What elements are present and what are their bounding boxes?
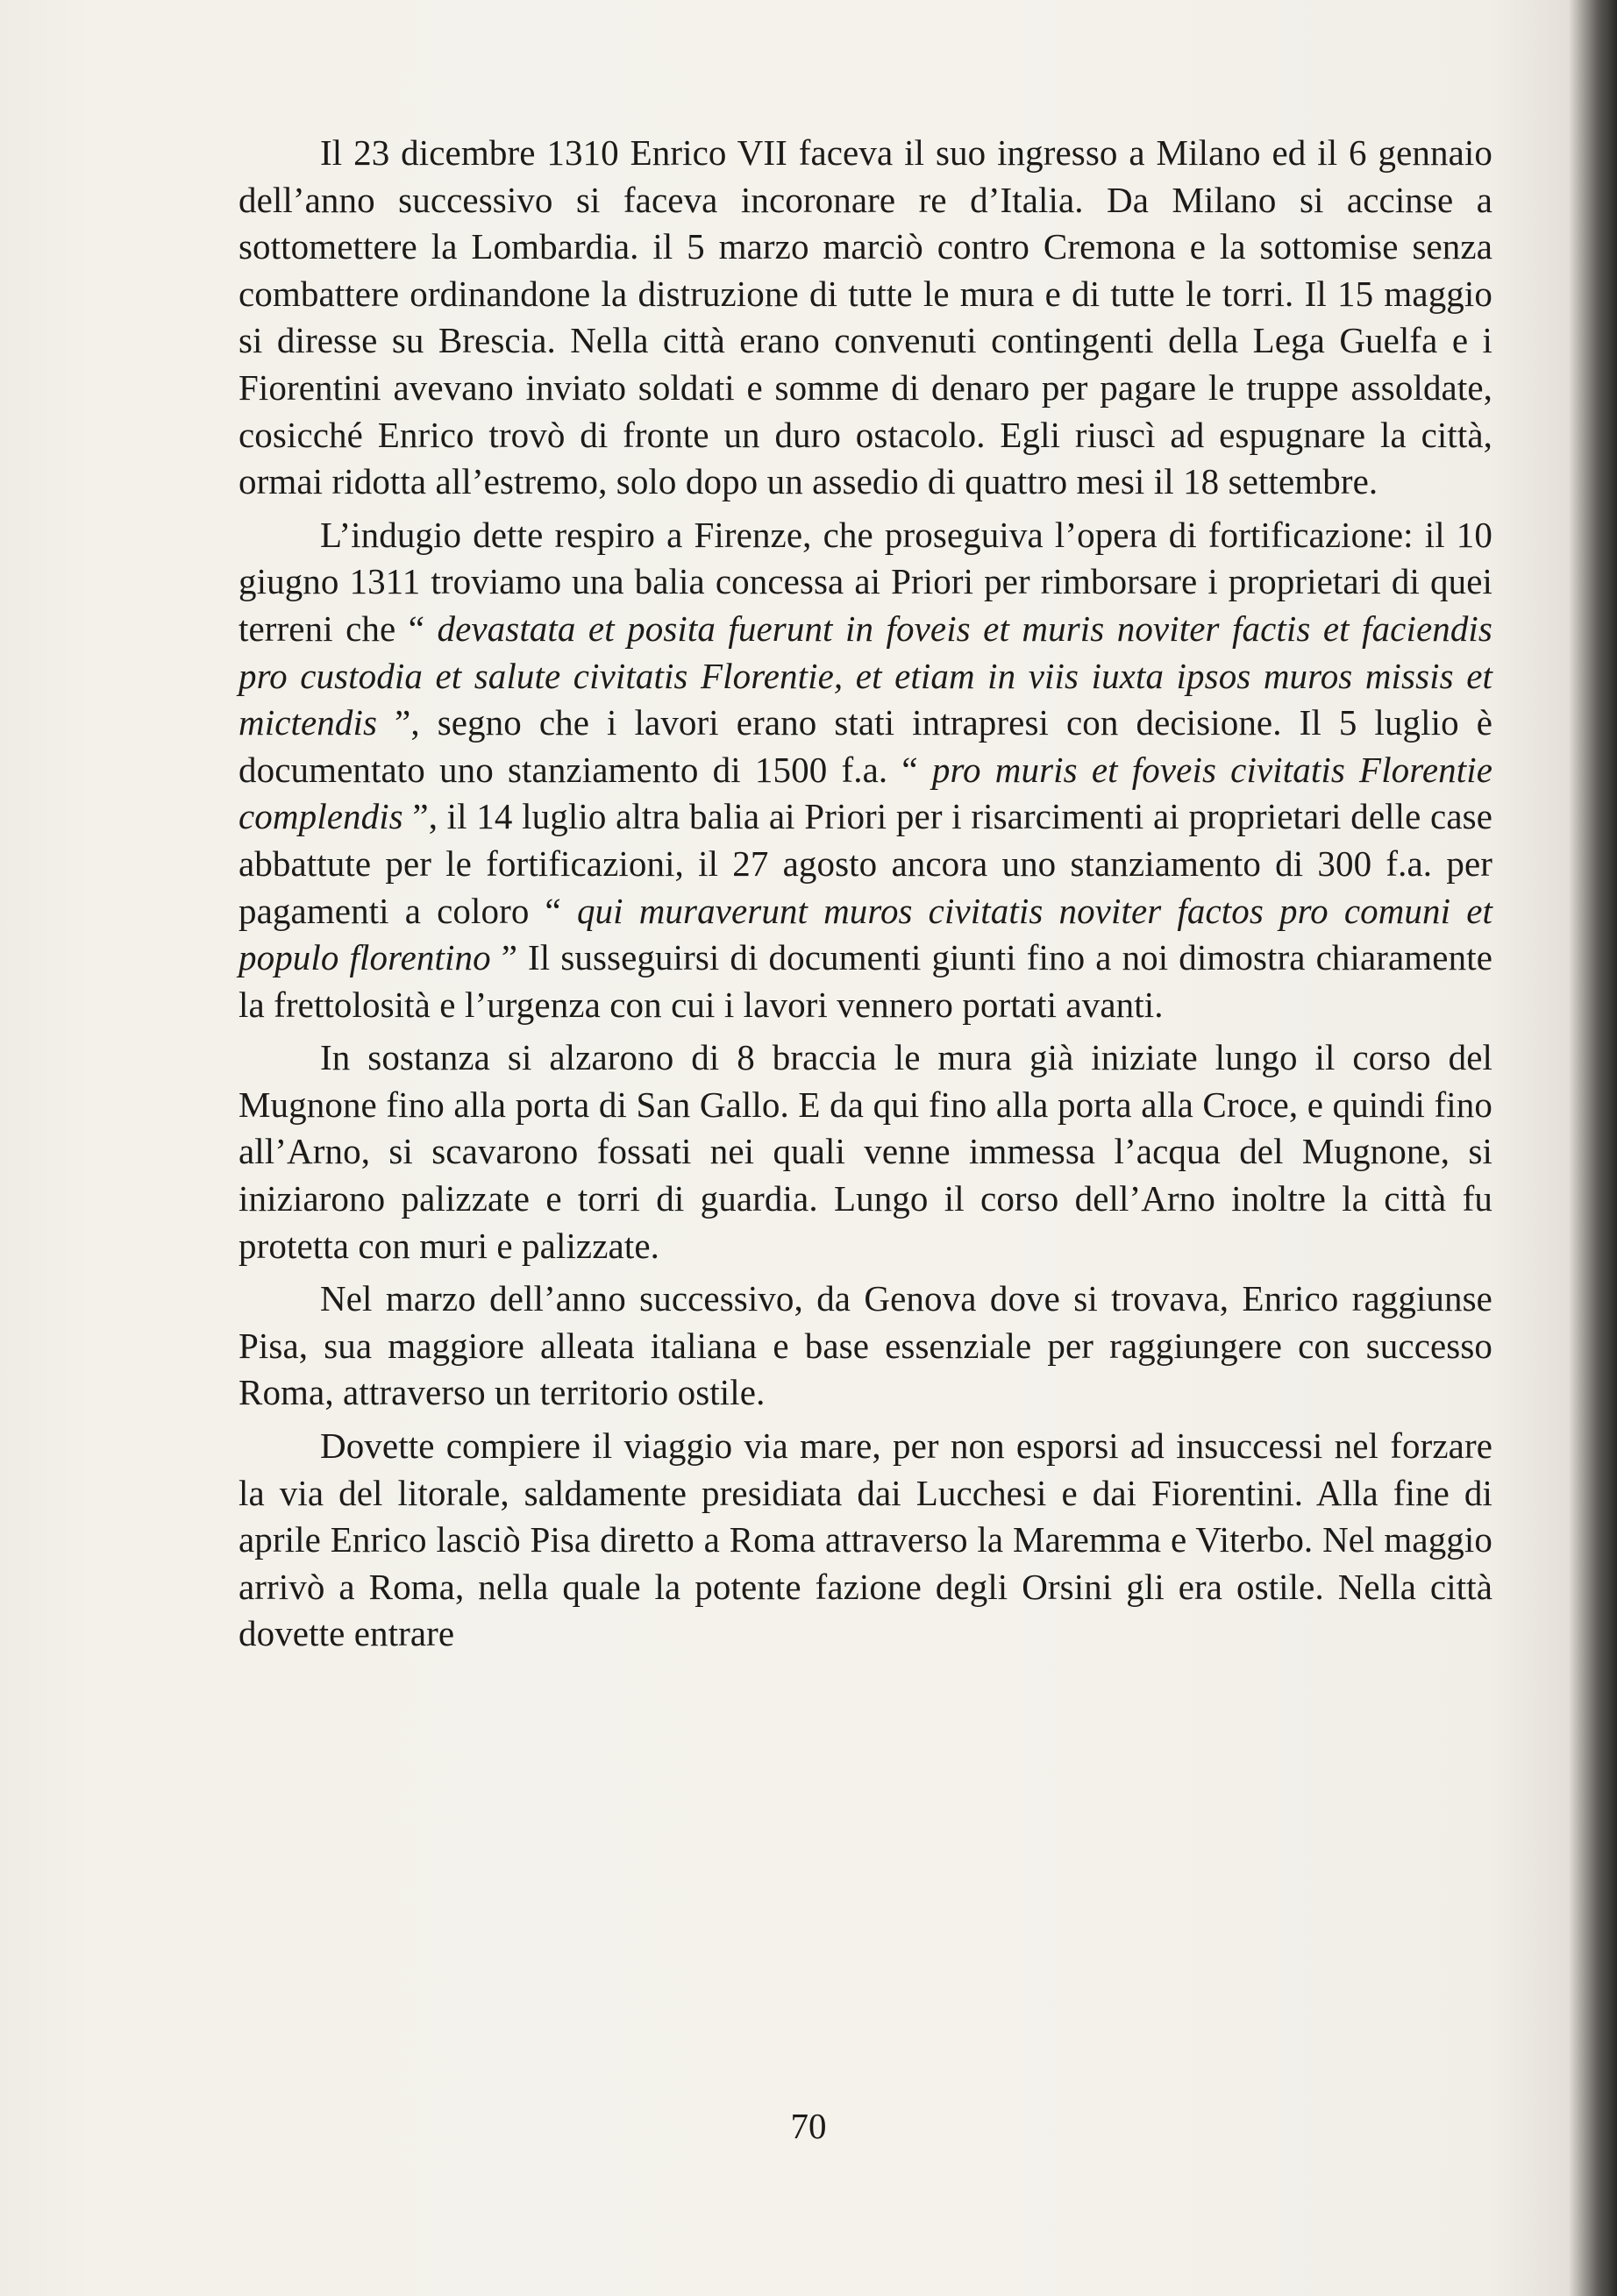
paragraph-3 bbox=[239, 1034, 1492, 1269]
paragraph-5 bbox=[239, 1423, 1492, 1658]
paragraph-5-text: Dovette compiere il viaggio via mare, per non esporsi ad insuccessi nel forzare la via del litorale, saldamente presidiata dai Lucchesi e dai Fiorentini. Alla fine di aprile Enrico lasciò Pisa diretto a Roma attraverso la Maremma e Viterbo. Nel maggio arrivò a Roma, nella quale la potente fazione degli Orsini gli era ostile. Nella città dovette entrare bbox=[239, 1425, 1492, 1654]
paragraph-1 bbox=[239, 130, 1492, 506]
paragraph-2-text-c: ”, il 14 luglio altra balia ai Priori per i risarcimenti ai proprietari delle case abbattute per le fortificazioni, il 27 agosto ancora uno stanziamento di 300 f.a. per pagamenti a coloro “ bbox=[239, 796, 1492, 931]
paragraph-1-text: Il 23 dicembre 1310 Enrico VII faceva il suo ingresso a Milano ed il 6 gennaio dell’anno successivo si faceva incoronare re d’Italia. Da Milano si accinse a sottomettere la Lombardia. il 5 marzo marciò contro Cremona e la sottomise senza combattere ordinandone la distruzione di tutte le mura e di tutte le torri. Il 15 maggio si diresse su Brescia. Nella città erano convenuti contingenti della Lega Guelfa e i Fiorentini avevano inviato soldati e somme di denaro per pagare le truppe assoldate, cosicché Enrico trovò di fronte un duro ostacolo. Egli riuscì ad espugnare la città, ormai ridotta all’estremo, solo dopo un assedio di quattro mesi il 18 settembre. bbox=[239, 132, 1492, 502]
page-number: 70 bbox=[790, 2106, 827, 2146]
paragraph-2 bbox=[239, 512, 1492, 1029]
latin-quote-1: devastata et posita fuerunt in foveis et muris noviter factis et faciendis pro custodia et salute civitatis Florentie, et etiam in viis iuxta ipsos muros missis et mictendis bbox=[239, 608, 1492, 743]
body-text bbox=[239, 130, 1492, 1664]
latin-quote-3: qui muraverunt muros civitatis noviter factos pro comuni et populo florentino bbox=[239, 890, 1492, 978]
paragraph-3-text: In sostanza si alzarono di 8 braccia le mura già iniziate lungo il corso del Mugnone fino alla porta di San Gallo. E da qui fino alla porta alla Croce, e quindi fino all’Arno, si scavarono fossati nei quali venne immessa l’acqua del Mugnone, si iniziarono palizzate e torri di guardia. Lungo il corso dell’Arno inoltre la città fu protetta con muri e palizzate. bbox=[239, 1037, 1492, 1266]
paragraph-2-text-d: ” Il susseguirsi di documenti giunti fino a noi dimostra chiaramente la frettolosità e l’urgenza con cui i lavori vennero portati avanti. bbox=[239, 937, 1492, 1025]
paragraph-2-text-b: ”, segno che i lavori erano stati intrapresi con decisione. Il 5 luglio è documentato uno stanziamento di 1500 f.a. “ bbox=[239, 702, 1492, 790]
paragraph-2-text-a: L’indugio dette respiro a Firenze, che proseguiva l’opera di fortificazione: il 10 giugno 1311 troviamo una balia concessa ai Priori per rimborsare i proprietari di quei terreni che “ bbox=[239, 514, 1492, 649]
paragraph-4 bbox=[239, 1276, 1492, 1417]
page-edge-shadow bbox=[1594, 0, 1617, 2296]
latin-quote-2: pro muris et foveis civitatis Florentie complendis bbox=[239, 749, 1492, 837]
paragraph-4-text: Nel marzo dell’anno successivo, da Genova dove si trovava, Enrico raggiunse Pisa, sua maggiore alleata italiana e base essenziale per raggiungere con successo Roma, attraverso un territorio ostile. bbox=[239, 1278, 1492, 1413]
